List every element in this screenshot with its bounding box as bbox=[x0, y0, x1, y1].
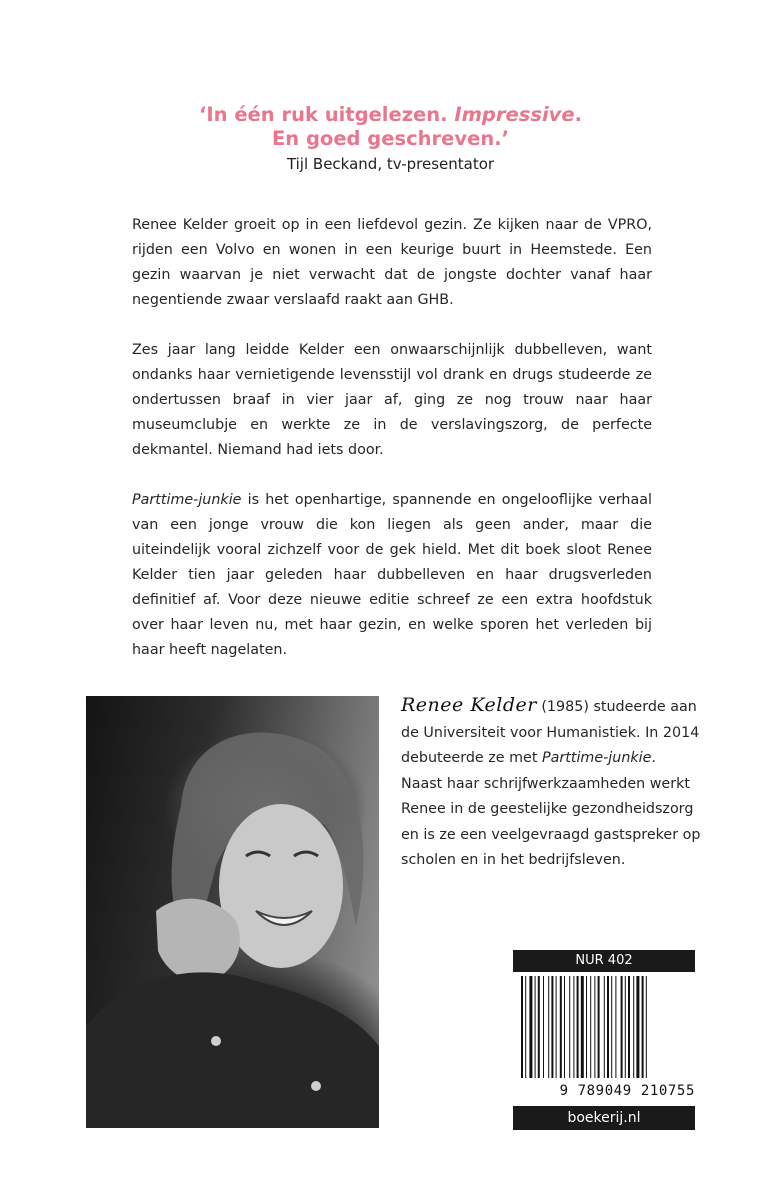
barcode-bar bbox=[564, 976, 565, 1078]
barcode-bar bbox=[577, 976, 579, 1078]
quote-source: Tijl Beckand, tv-presentator bbox=[286, 155, 495, 173]
barcode-bar bbox=[569, 976, 570, 1078]
barcode-bar bbox=[538, 976, 540, 1078]
barcode-bar bbox=[551, 976, 553, 1078]
barcode-bar bbox=[543, 976, 544, 1078]
quote-line-2: En goed geschreven.’ bbox=[271, 127, 510, 150]
book-blurb bbox=[132, 213, 652, 688]
nur-code: NUR 402 bbox=[513, 950, 695, 972]
barcode-bar bbox=[607, 976, 609, 1078]
barcode-bar bbox=[642, 976, 644, 1078]
barcode-bar bbox=[581, 976, 584, 1078]
blurb-paragraph-2: Zes jaar lang leidde Kelder een onwaarschijnlijk dubbelleven, want ondanks haar vernietigende levensstijl vol drank en drugs studeerde ze ondertussen braaf in vier jaar af, ging ze nog trouw naar haar museumclubje en werkte ze in de verslavingszorg, de perfecte dekmantel. Niemand had iets door. bbox=[132, 342, 652, 458]
author-photo bbox=[86, 696, 379, 1128]
barcode-bar bbox=[628, 976, 630, 1078]
barcode-bar bbox=[646, 976, 647, 1078]
debut-title: Parttime-junkie bbox=[541, 750, 652, 766]
barcode-bar bbox=[594, 976, 595, 1078]
barcode-bar bbox=[611, 976, 612, 1078]
blurb-paragraph-1: Renee Kelder groeit op in een liefdevol gezin. Ze kijken naar de VPRO, rijden een Volvo en wonen in een keurige buurt in Heemstede. Een gezin waarvan je niet verwacht dat de jongste dochter vanaf haar negentiende zwaar verslaafd raakt aan GHB. bbox=[132, 217, 652, 308]
isbn-barcode bbox=[513, 972, 695, 1082]
blurb-paragraph-3: Parttime-junkie is het openhartige, spannende en ongelooflijke verhaal van een jonge vrouw die kon liegen als geen ander, maar die uiteindelijk vooral zichzelf voor de gek hield. Met dit boek sloot Renee Kelder tien jaar geleden haar dubbelleven en haar drugsverleden definitief af. Voor deze nieuwe editie schreef ze een extra hoofdstuk over haar leven nu, met haar gezin, en welke sporen het verleden bij haar heeft nagelaten. bbox=[132, 492, 652, 658]
quote-line-1: ‘In één ruk uitgelezen. Impressive. bbox=[199, 103, 582, 126]
barcode-bar bbox=[548, 976, 549, 1078]
barcode-bar bbox=[621, 976, 623, 1078]
barcode-bar bbox=[535, 976, 536, 1078]
review-quote bbox=[0, 103, 781, 175]
barcode-bar bbox=[590, 976, 591, 1078]
barcode-bar bbox=[598, 976, 600, 1078]
barcode-bar bbox=[633, 976, 634, 1078]
author-signature: Renee Kelder bbox=[401, 694, 537, 716]
barcode-bar bbox=[525, 976, 526, 1078]
barcode-bar bbox=[573, 976, 574, 1078]
barcode-bar bbox=[556, 976, 557, 1078]
barcode-bar bbox=[529, 976, 532, 1078]
barcode-bar bbox=[604, 976, 605, 1078]
barcode-bar bbox=[586, 976, 587, 1078]
barcode-bar bbox=[560, 976, 562, 1078]
author-bio: Renee Kelder (1985) studeerde aan de Universiteit voor Humanistiek. In 2014 debuteerde ze met Parttime-junkie. Naast haar schrijfwerkzaamheden werkt Renee in de geestelijke gezondheidszorg en is ze een veelgevraagd gastspreker op scholen en in het bedrijfsleven. bbox=[401, 694, 701, 868]
barcode-bar bbox=[615, 976, 616, 1078]
barcode-bar bbox=[521, 976, 523, 1078]
publisher-website: boekerij.nl bbox=[513, 1106, 695, 1130]
barcode-bar bbox=[625, 976, 626, 1078]
isbn-number: 9 789049 210755 bbox=[559, 1083, 695, 1099]
book-title: Parttime-junkie bbox=[132, 492, 242, 508]
barcode-bar bbox=[636, 976, 639, 1078]
